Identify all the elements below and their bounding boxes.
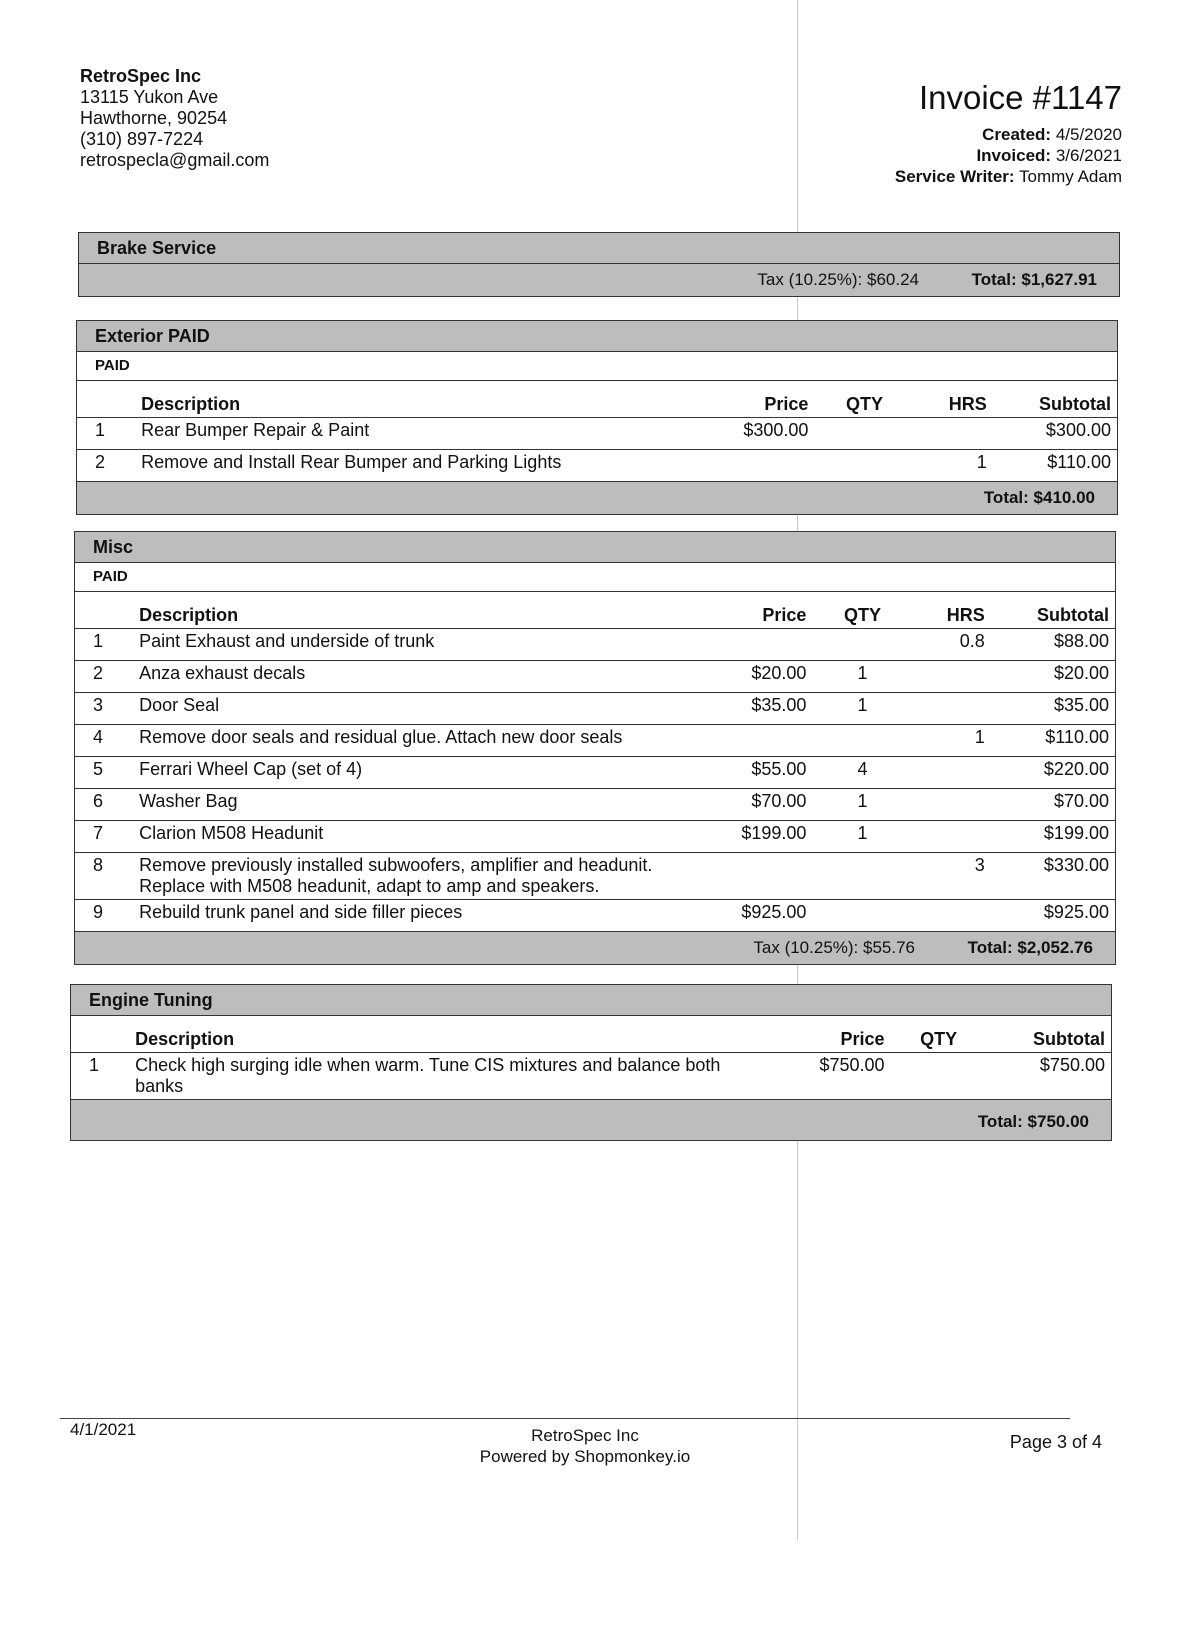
invoiced-line [895, 145, 1122, 166]
invoice-header [895, 78, 1122, 187]
line-items-table [75, 592, 1115, 931]
col-description: Description [135, 381, 696, 418]
invoiced-date: 3/6/2021 [1055, 146, 1122, 165]
table-header [71, 1016, 1111, 1053]
col-qty: QTY [814, 381, 914, 418]
col-subtotal: Subtotal [987, 1016, 1111, 1053]
footer-company: RetroSpec Inc [531, 1426, 639, 1445]
section-engine-tuning [70, 984, 1112, 1141]
company-city: Hawthorne, 90254 [80, 108, 228, 128]
created-date: 4/5/2020 [1055, 125, 1122, 144]
section-footer [75, 931, 1115, 964]
table-row: 7 Clarion M508 Headunit $199.00 1 $199.00 [75, 821, 1115, 853]
section-title: Exterior PAID [77, 321, 1117, 352]
company-address: 13115 Yukon Ave [80, 87, 219, 107]
section-total: Total: $2,052.76 [967, 938, 1093, 957]
section-tax: Tax (10.25%): $60.24 [757, 270, 919, 289]
table-header [75, 592, 1115, 629]
col-qty: QTY [812, 592, 912, 629]
section-footer [71, 1099, 1111, 1140]
table-row: 1 Check high surging idle when warm. Tune CIS mixtures and balance both banks $750.00 $750.00 [89, 1055, 1105, 1096]
table-header [77, 381, 1117, 418]
col-qty: QTY [891, 1016, 987, 1053]
col-price: Price [696, 381, 814, 418]
table-row: 5 Ferrari Wheel Cap (set of 4) $55.00 4 $220.00 [75, 757, 1115, 789]
section-misc [74, 531, 1116, 965]
section-footer [79, 264, 1119, 296]
table-row: 3 Door Seal $35.00 1 $35.00 [75, 693, 1115, 725]
footer-branding [0, 1425, 1170, 1467]
section-total: Total: $1,627.91 [971, 270, 1097, 289]
table-row: 2 Remove and Install Rear Bumper and Parking Lights 1 $110.00 [77, 450, 1117, 482]
company-email: retrospecla@gmail.com [80, 150, 270, 170]
table-row: 6 Washer Bag $70.00 1 $70.00 [75, 789, 1115, 821]
section-exterior [76, 320, 1118, 515]
invoice-title: Invoice #1147 [918, 79, 1122, 116]
service-writer-line [895, 166, 1122, 187]
company-info [80, 66, 269, 171]
col-price: Price [750, 1016, 890, 1053]
table-row: 9 Rebuild trunk panel and side filler pieces $925.00 $925.00 [75, 900, 1115, 932]
page-number: Page 3 of 4 [1009, 1432, 1102, 1452]
section-tax: Tax (10.25%): $55.76 [753, 938, 915, 957]
table-row: 1 Paint Exhaust and underside of trunk 0.8 $88.00 [93, 631, 1109, 651]
section-title: Brake Service [79, 233, 1119, 264]
invoiced-label: Invoiced: [976, 146, 1052, 165]
company-phone: (310) 897-7224 [80, 129, 204, 149]
footer-date: 4/1/2021 [70, 1420, 137, 1439]
paid-status: PAID [75, 563, 1115, 592]
table-row: 2 Anza exhaust decals $20.00 1 $20.00 [75, 661, 1115, 693]
service-writer-name: Tommy Adam [1019, 167, 1122, 186]
table-row: 4 Remove door seals and residual glue. Attach new door seals 1 $110.00 [75, 725, 1115, 757]
col-subtotal: Subtotal [993, 381, 1117, 418]
col-hrs: HRS [913, 592, 991, 629]
section-title: Misc [75, 532, 1115, 563]
section-total: Total: $750.00 [977, 1112, 1089, 1131]
table-row: 8 Remove previously installed subwoofers, amplifier and headunit. Replace with M508 headunit, adapt to amp and speakers. 3 $330.00 [75, 853, 1115, 900]
footer-divider [60, 1418, 1070, 1419]
col-price: Price [694, 592, 812, 629]
created-line [895, 124, 1122, 145]
col-description: Description [129, 1016, 750, 1053]
paid-status: PAID [77, 352, 1117, 381]
footer-powered-by: Powered by Shopmonkey.io [479, 1447, 691, 1466]
section-total: Total: $410.00 [983, 488, 1095, 507]
section-footer [77, 481, 1117, 514]
created-label: Created: [982, 125, 1052, 144]
col-hrs: HRS [915, 381, 993, 418]
col-description: Description [133, 592, 694, 629]
section-brake-service [78, 232, 1120, 297]
col-subtotal: Subtotal [991, 592, 1115, 629]
service-writer-label: Service Writer: [894, 167, 1015, 186]
company-name: RetroSpec Inc [80, 66, 202, 86]
table-row: 1 Rear Bumper Repair & Paint $300.00 $300.00 [95, 420, 1111, 440]
section-title: Engine Tuning [71, 985, 1111, 1016]
line-items-table [71, 1016, 1111, 1099]
line-items-table [77, 381, 1117, 481]
